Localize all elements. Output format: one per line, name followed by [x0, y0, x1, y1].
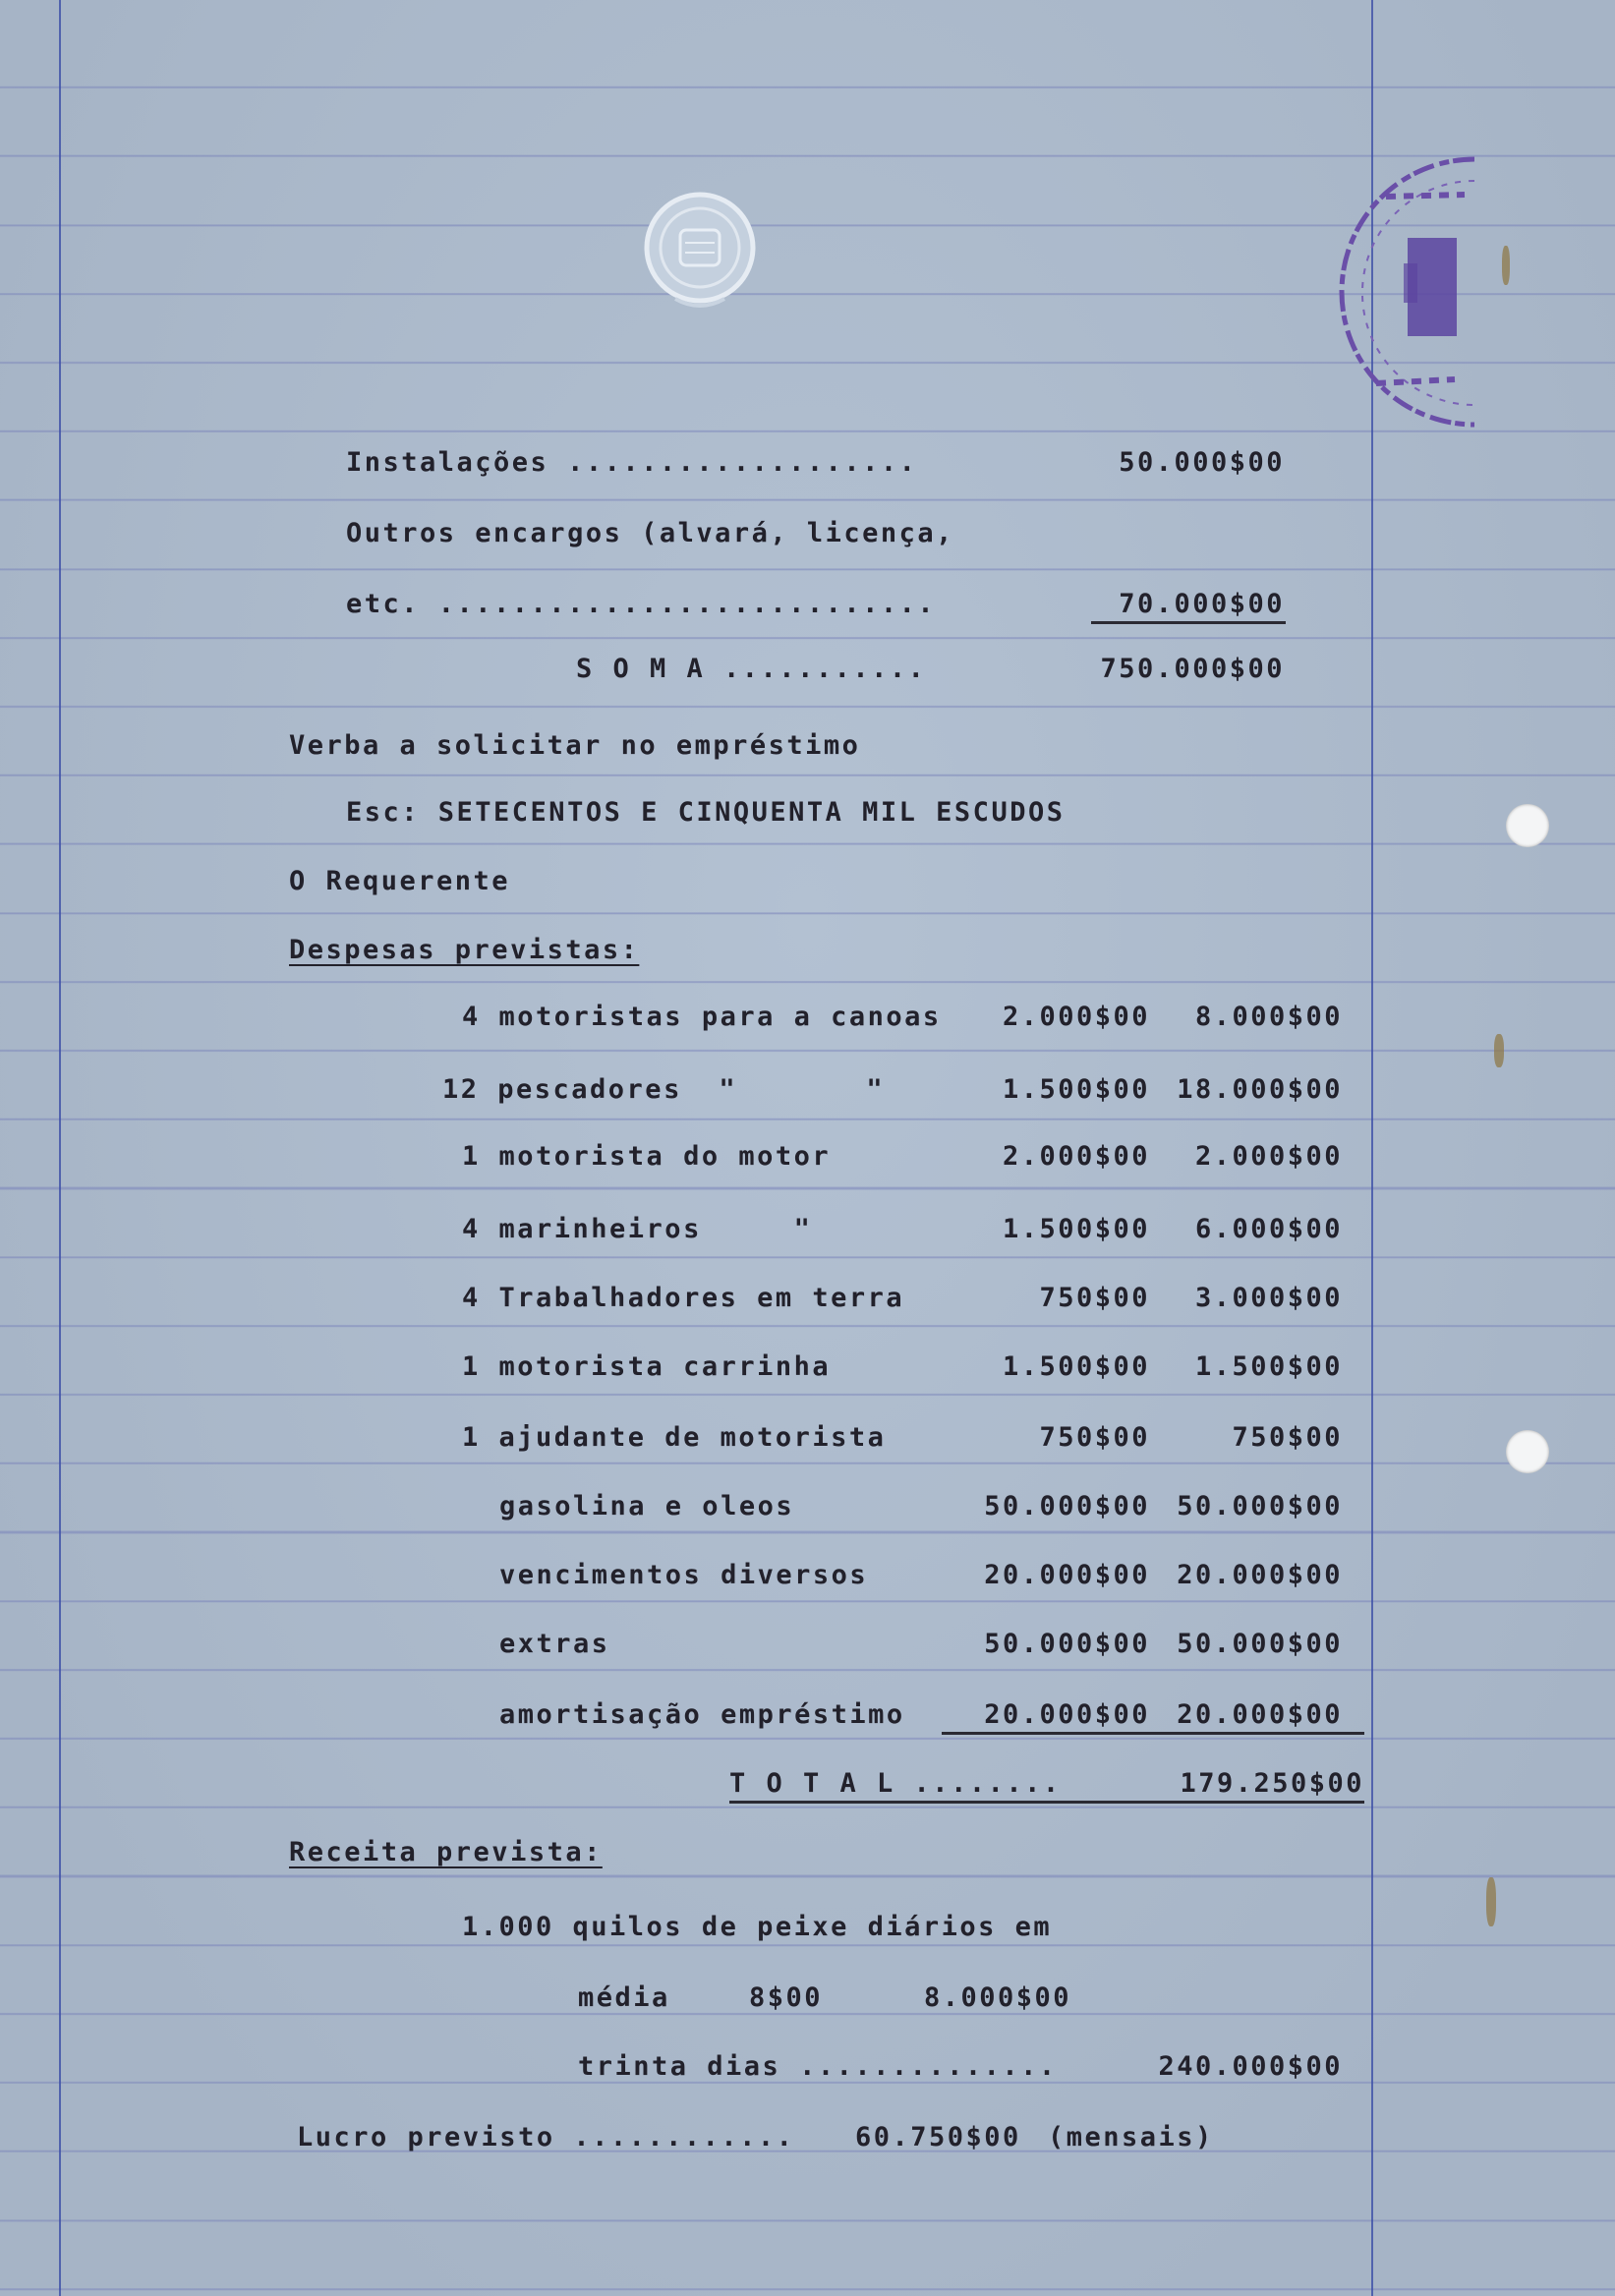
expense-total: 2.000$00 — [1194, 1141, 1343, 1172]
trinta-dias-label: trinta dias .............. — [578, 2051, 1058, 2082]
expenses-underline — [942, 1732, 1364, 1735]
amount-in-words: Esc: SETECENTOS E CINQUENTA MIL ESCUDOS — [346, 797, 1066, 828]
left-margin-line — [59, 0, 61, 2296]
expense-total: 20.000$00 — [1177, 1560, 1343, 1590]
expense-total: 8.000$00 — [1194, 1002, 1343, 1032]
despesas-title: Despesas previstas: — [289, 935, 640, 965]
expense-unit: 750$00 — [1039, 1283, 1150, 1313]
expense-total: 20.000$00 — [1177, 1699, 1343, 1730]
verba-line: Verba a solicitar no empréstimo — [289, 730, 861, 761]
expense-desc: 1 motorista do motor — [462, 1141, 832, 1172]
expense-unit: 1.500$00 — [1002, 1351, 1150, 1382]
media-label: média — [578, 1982, 670, 2013]
expense-unit: 20.000$00 — [984, 1560, 1150, 1590]
expense-unit: 20.000$00 — [984, 1699, 1150, 1730]
total-label: T O T A L ........ — [729, 1768, 1062, 1799]
expense-unit: 50.000$00 — [984, 1629, 1150, 1659]
trinta-dias-value: 240.000$00 — [1158, 2051, 1343, 2082]
expense-desc: vencimentos diversos — [499, 1560, 869, 1590]
expense-desc: 4 marinheiros " — [462, 1214, 813, 1244]
expense-unit: 1.500$00 — [1002, 1214, 1150, 1244]
rust-stain — [1502, 246, 1510, 285]
expense-total: 3.000$00 — [1194, 1283, 1343, 1313]
lucro-value: 60.750$00 — [855, 2122, 1021, 2152]
soma-value: 750.000$00 — [1100, 654, 1285, 684]
media-price: 8$00 — [749, 1982, 824, 2013]
expense-total: 50.000$00 — [1177, 1629, 1343, 1659]
expense-total: 18.000$00 — [1177, 1074, 1343, 1105]
sum-underline — [1091, 621, 1286, 624]
rust-stain — [1486, 1877, 1496, 1926]
total-value: 179.250$00 — [1180, 1768, 1364, 1799]
expense-total: 6.000$00 — [1194, 1214, 1343, 1244]
expense-desc: gasolina e oleos — [499, 1491, 795, 1521]
etc-label: etc. ........................... — [346, 589, 937, 619]
soma-label: S O M A ........... — [576, 654, 927, 684]
media-value: 8.000$00 — [924, 1982, 1072, 2013]
expense-unit: 2.000$00 — [1002, 1002, 1150, 1032]
expense-desc: 4 Trabalhadores em terra — [462, 1283, 905, 1313]
expense-total: 750$00 — [1232, 1422, 1343, 1453]
expense-unit: 750$00 — [1039, 1422, 1150, 1453]
total-underline — [729, 1801, 1364, 1804]
rust-stain — [1494, 1034, 1504, 1067]
lucro-note: (mensais) — [1048, 2122, 1214, 2152]
outros-encargos-value: 70.000$00 — [1119, 589, 1285, 619]
punch-hole-top — [1506, 804, 1549, 847]
expense-desc: amortisação empréstimo — [499, 1699, 905, 1730]
punch-hole-bottom — [1506, 1430, 1549, 1473]
expense-desc: 4 motoristas para a canoas — [462, 1002, 942, 1032]
expense-desc: 1 ajudante de motorista — [462, 1422, 887, 1453]
instalacoes-value: 50.000$00 — [1119, 447, 1285, 478]
embossed-seal-icon — [641, 189, 759, 316]
expense-total: 50.000$00 — [1177, 1491, 1343, 1521]
expense-desc: 1 motorista carrinha — [462, 1351, 832, 1382]
expense-unit: 1.500$00 — [1002, 1074, 1150, 1105]
lucro-label: Lucro previsto ............ — [297, 2122, 795, 2152]
expense-unit: 2.000$00 — [1002, 1141, 1150, 1172]
outros-encargos-label: Outros encargos (alvará, licença, — [346, 518, 954, 548]
expense-desc: extras — [499, 1629, 610, 1659]
expense-total: 1.500$00 — [1194, 1351, 1343, 1382]
expense-unit: 50.000$00 — [984, 1491, 1150, 1521]
receita-title: Receita prevista: — [289, 1837, 603, 1867]
rubber-stamp-icon — [1298, 147, 1484, 432]
instalacoes-label: Instalações ................... — [346, 447, 918, 478]
receita-line: 1.000 quilos de peixe diários em — [462, 1912, 1053, 1942]
expense-desc: 12 pescadores " " — [442, 1074, 886, 1105]
requerente-signature: O Requerente — [289, 866, 511, 896]
